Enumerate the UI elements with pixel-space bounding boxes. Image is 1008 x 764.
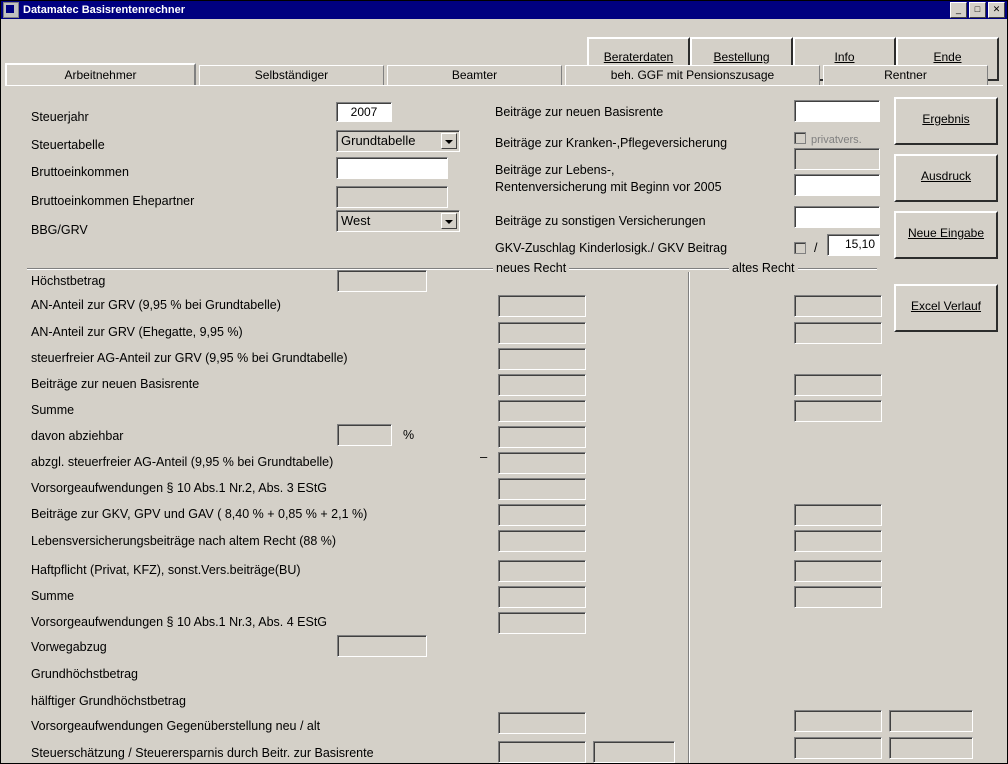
neu-beitraege-neue-basisrente — [498, 374, 586, 396]
neu-lebensversicherungsbeitraege — [498, 530, 586, 552]
bbg-grv-select[interactable] — [336, 210, 460, 232]
neu-abzgl-steuerfreier-ag-anteil — [498, 452, 586, 474]
ergebnis-button[interactable]: Ergebnis — [894, 97, 998, 145]
bruttoeinkommen-label: Bruttoeinkommen — [31, 165, 129, 179]
privatvers-label: privatvers. — [811, 134, 862, 146]
lebens-input[interactable] — [794, 174, 880, 196]
gkv-beitrag-input[interactable]: 15,10 — [827, 234, 880, 256]
neu-vorsorgeaufwendungen-nr2 — [498, 478, 586, 500]
privatvers-checkbox[interactable] — [794, 132, 806, 144]
steuertabelle-select[interactable] — [336, 130, 460, 152]
tab-beamter[interactable]: Beamter — [387, 65, 562, 85]
neues-recht-header: neues Recht — [493, 261, 569, 275]
gkv-separator: / — [814, 241, 818, 255]
hoechstbetrag-value — [337, 270, 427, 292]
tab-rentner[interactable]: Rentner — [823, 65, 988, 85]
tab-arbeitnehmer[interactable]: Arbeitnehmer — [5, 63, 196, 85]
steuertabelle-label: Steuertabelle — [31, 138, 105, 152]
bruttoeinkommen-ehepartner-label: Bruttoeinkommen Ehepartner — [31, 194, 195, 208]
row-label-hoechstbetrag: Höchstbetrag — [31, 274, 106, 288]
lebens-label-2: Rentenversicherung mit Beginn vor 2005 — [495, 180, 722, 194]
row-label-vorsorgeaufwendungen-nr3: Vorsorgeaufwendungen § 10 Abs.1 Nr.3, Abs. 4 EStG — [31, 615, 328, 629]
basisrente-input[interactable] — [794, 100, 880, 122]
row-label-grundhoechstbetrag: Grundhöchstbetrag — [31, 667, 139, 681]
row-label-davon-abziehbar: davon abziehbar — [31, 429, 124, 443]
chevron-down-icon-2[interactable] — [441, 213, 457, 229]
row-label-steuerschaetzung: Steuerschätzung / Steuerersparnis durch Beitr. zur Basisrente — [31, 746, 374, 760]
steuertabelle-value: Grundtabelle — [341, 133, 416, 148]
row-label-an-anteil-grv: AN-Anteil zur GRV (9,95 % bei Grundtabelle) — [31, 298, 281, 312]
bruttoeinkommen-ehepartner-input[interactable] — [336, 186, 448, 208]
davon-abziehbar-suffix: % — [403, 428, 415, 442]
tab-page-arbeitnehmer — [5, 85, 1003, 759]
gkv-label: GKV-Zuschlag Kinderlosigk./ GKV Beitrag — [495, 241, 728, 255]
davon-abziehbar-percent — [337, 424, 392, 446]
beraterdaten-button[interactable]: Beraterdaten — [587, 37, 690, 81]
vorwegabzug-value-a — [337, 635, 427, 657]
neu-steuerschaetzung — [498, 741, 586, 763]
row-label-vorsorgeaufwendungen-nr2: Vorsorgeaufwendungen § 10 Abs.1 Nr.2, Abs. 3 EStG — [31, 481, 328, 495]
ende-button[interactable]: Ende — [896, 37, 999, 81]
chevron-down-icon[interactable] — [441, 133, 457, 149]
neu-gegenueberstellung — [498, 712, 586, 734]
alt-beitraege-neue-basisrente — [794, 374, 882, 396]
alt-grundhoechstbetrag-2 — [889, 737, 973, 759]
tab-strip — [5, 63, 1003, 85]
tab-ggf-pensionszusage[interactable]: beh. GGF mit Pensionszusage — [565, 65, 820, 85]
neue-eingabe-button[interactable]: Neue Eingabe — [894, 211, 998, 259]
minus-sign: – — [480, 449, 488, 464]
bbg-grv-value: West — [341, 213, 371, 228]
row-label-summe-2: Summe — [31, 589, 75, 603]
sonstige-label: Beiträge zu sonstigen Versicherungen — [495, 214, 706, 228]
row-label-abzgl-steuerfreier-ag-anteil: abzgl. steuerfreier AG-Anteil (9,95 % bei Grundtabelle) — [31, 455, 334, 469]
tab-selbstaendiger[interactable]: Selbständiger — [199, 65, 384, 85]
steuerjahr-label: Steuerjahr — [31, 110, 89, 124]
row-label-beitraege-neue-basisrente: Beiträge zur neuen Basisrente — [31, 377, 200, 391]
neu-davon-abziehbar — [498, 426, 586, 448]
neu-an-anteil-grv — [498, 295, 586, 317]
neu-summe-1 — [498, 400, 586, 422]
title-bar — [1, 1, 1007, 19]
alt-haftpflicht — [794, 560, 882, 582]
alt-summe-1 — [794, 400, 882, 422]
kranken-input[interactable] — [794, 148, 880, 170]
app-icon — [3, 2, 19, 18]
basisrente-label: Beiträge zur neuen Basisrente — [495, 105, 664, 119]
toolbar — [1, 19, 1007, 63]
row-label-an-anteil-grv-ehegatte: AN-Anteil zur GRV (Ehegatte, 9,95 %) — [31, 325, 243, 339]
bruttoeinkommen-input[interactable] — [336, 157, 448, 179]
row-label-haftpflicht: Haftpflicht (Privat, KFZ), sonst.Vers.beiträge(BU) — [31, 563, 301, 577]
kranken-label: Beiträge zur Kranken-,Pflegeversicherung — [495, 136, 728, 150]
info-button[interactable]: Info — [793, 37, 896, 81]
alt-lebensversicherungsbeitraege — [794, 530, 882, 552]
excel-verlauf-button[interactable]: Excel Verlauf — [894, 284, 998, 332]
row-label-gegenueberstellung: Vorsorgeaufwendungen Gegenüberstellung neu / alt — [31, 719, 321, 733]
row-label-summe-1: Summe — [31, 403, 75, 417]
bestellung-button[interactable]: Bestellung — [690, 37, 793, 81]
neu-steuerfreier-ag-anteil — [498, 348, 586, 370]
window-controls — [950, 2, 1005, 18]
alt-summe-2 — [794, 586, 882, 608]
neu-beitraege-gkv-gpv-gav — [498, 504, 586, 526]
window-title: Datamatec Basisrentenrechner — [23, 4, 186, 16]
neu-summe-2 — [498, 586, 586, 608]
close-icon[interactable]: ✕ — [988, 2, 1005, 18]
row-label-lebensversicherungsbeitraege: Lebensversicherungsbeiträge nach altem Recht (88 %) — [31, 534, 337, 548]
row-label-beitraege-gkv-gpv-gav: Beiträge zur GKV, GPV und GAV ( 8,40 % + 0,85 % + 2,1 %) — [31, 507, 368, 521]
column-divider — [688, 272, 690, 764]
alt-beitraege-gkv-gpv-gav — [794, 504, 882, 526]
gkv-zuschlag-checkbox[interactable] — [794, 242, 806, 254]
row-label-vorwegabzug: Vorwegabzug — [31, 640, 107, 654]
row-label-haelftiger-grundhoechstbetrag: hälftiger Grundhöchstbetrag — [31, 694, 186, 708]
neu-haftpflicht — [498, 560, 586, 582]
alt-an-anteil-grv-ehegatte — [794, 322, 882, 344]
neu-vorsorgeaufwendungen-nr3 — [498, 612, 586, 634]
minimize-icon[interactable]: _ — [950, 2, 967, 18]
alt-grundhoechstbetrag — [794, 737, 882, 759]
ausdruck-button[interactable]: Ausdruck — [894, 154, 998, 202]
row-label-steuerfreier-ag-anteil: steuerfreier AG-Anteil zur GRV (9,95 % bei Grundtabelle) — [31, 351, 348, 365]
alt-vorwegabzug — [794, 710, 882, 732]
alt-vorwegabzug-2 — [889, 710, 973, 732]
altes-recht-header: altes Recht — [729, 261, 798, 275]
sonstige-input[interactable] — [794, 206, 880, 228]
alt-an-anteil-grv — [794, 295, 882, 317]
bbg-grv-label: BBG/GRV — [31, 223, 88, 237]
neu-an-anteil-grv-ehegatte — [498, 322, 586, 344]
neu-steuerschaetzung-2 — [593, 741, 675, 763]
maximize-icon[interactable]: □ — [969, 2, 986, 18]
lebens-label-1: Beiträge zur Lebens-, — [495, 163, 615, 177]
steuerjahr-input[interactable]: 2007 — [336, 102, 392, 122]
